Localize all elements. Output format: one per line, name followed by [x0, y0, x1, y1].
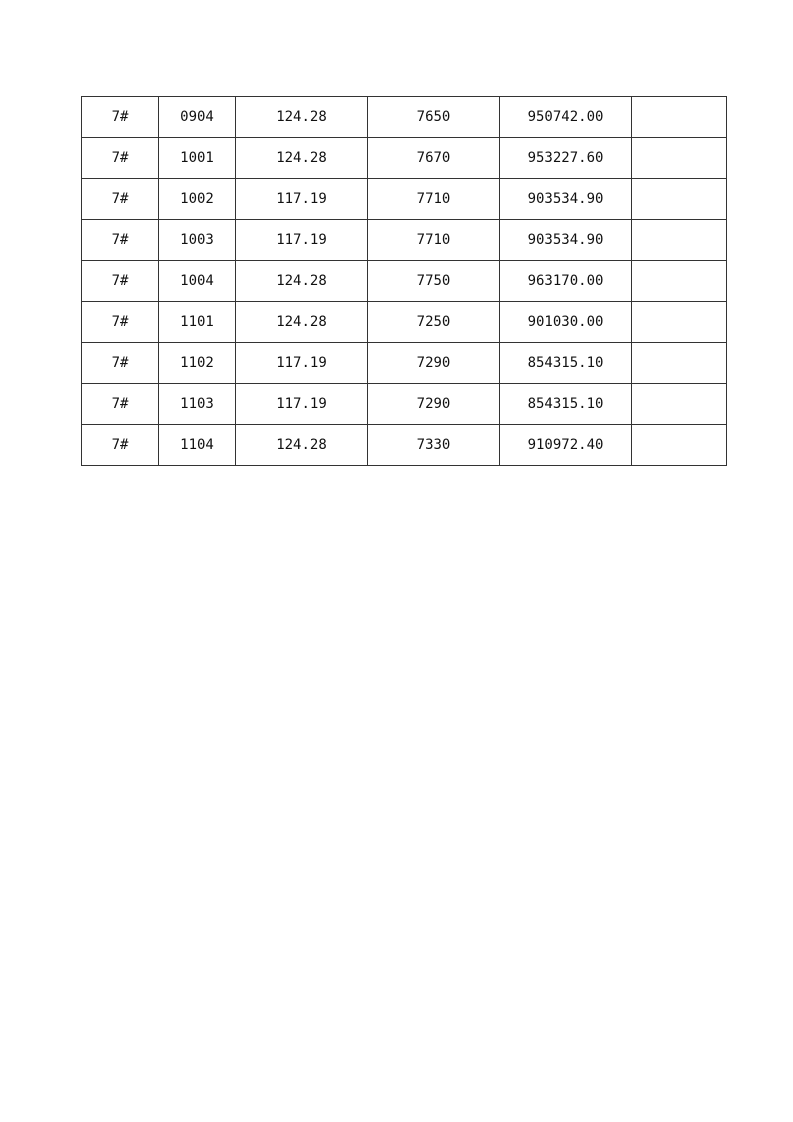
- unit-price-cell: 7750: [368, 261, 500, 302]
- unit-price-cell: 7710: [368, 179, 500, 220]
- building-cell: 7#: [82, 261, 159, 302]
- building-cell: 7#: [82, 138, 159, 179]
- unit-price-cell: 7650: [368, 97, 500, 138]
- total-price-cell: 953227.60: [500, 138, 632, 179]
- unit-price-cell: 7290: [368, 384, 500, 425]
- table-body: [82, 97, 727, 466]
- unit-price-cell: 7250: [368, 302, 500, 343]
- remarks-cell: [632, 425, 727, 466]
- unit-number-cell: 1004: [159, 261, 236, 302]
- table-row: [82, 97, 727, 138]
- table-row: [82, 138, 727, 179]
- building-cell: 7#: [82, 425, 159, 466]
- area-cell: 124.28: [236, 97, 368, 138]
- table-row: [82, 179, 727, 220]
- remarks-cell: [632, 220, 727, 261]
- total-price-cell: 910972.40: [500, 425, 632, 466]
- area-cell: 117.19: [236, 220, 368, 261]
- remarks-cell: [632, 343, 727, 384]
- remarks-cell: [632, 261, 727, 302]
- remarks-cell: [632, 179, 727, 220]
- remarks-cell: [632, 97, 727, 138]
- remarks-cell: [632, 138, 727, 179]
- total-price-cell: 854315.10: [500, 343, 632, 384]
- unit-number-cell: 1101: [159, 302, 236, 343]
- unit-price-cell: 7330: [368, 425, 500, 466]
- building-cell: 7#: [82, 220, 159, 261]
- table-row: [82, 425, 727, 466]
- unit-price-table: [81, 96, 727, 466]
- unit-number-cell: 1103: [159, 384, 236, 425]
- building-cell: 7#: [82, 343, 159, 384]
- area-cell: 117.19: [236, 343, 368, 384]
- unit-number-cell: 0904: [159, 97, 236, 138]
- unit-price-cell: 7670: [368, 138, 500, 179]
- building-cell: 7#: [82, 384, 159, 425]
- unit-price-cell: 7290: [368, 343, 500, 384]
- unit-number-cell: 1003: [159, 220, 236, 261]
- total-price-cell: 903534.90: [500, 179, 632, 220]
- building-cell: 7#: [82, 302, 159, 343]
- total-price-cell: 854315.10: [500, 384, 632, 425]
- total-price-cell: 903534.90: [500, 220, 632, 261]
- area-cell: 124.28: [236, 302, 368, 343]
- unit-price-cell: 7710: [368, 220, 500, 261]
- unit-number-cell: 1104: [159, 425, 236, 466]
- area-cell: 124.28: [236, 138, 368, 179]
- building-cell: 7#: [82, 97, 159, 138]
- table-row: [82, 343, 727, 384]
- unit-number-cell: 1001: [159, 138, 236, 179]
- area-cell: 124.28: [236, 425, 368, 466]
- table-row: [82, 302, 727, 343]
- total-price-cell: 901030.00: [500, 302, 632, 343]
- table-row: [82, 261, 727, 302]
- table-row: [82, 384, 727, 425]
- area-cell: 124.28: [236, 261, 368, 302]
- unit-number-cell: 1102: [159, 343, 236, 384]
- table-row: [82, 220, 727, 261]
- area-cell: 117.19: [236, 179, 368, 220]
- building-cell: 7#: [82, 179, 159, 220]
- total-price-cell: 950742.00: [500, 97, 632, 138]
- unit-number-cell: 1002: [159, 179, 236, 220]
- remarks-cell: [632, 302, 727, 343]
- total-price-cell: 963170.00: [500, 261, 632, 302]
- remarks-cell: [632, 384, 727, 425]
- area-cell: 117.19: [236, 384, 368, 425]
